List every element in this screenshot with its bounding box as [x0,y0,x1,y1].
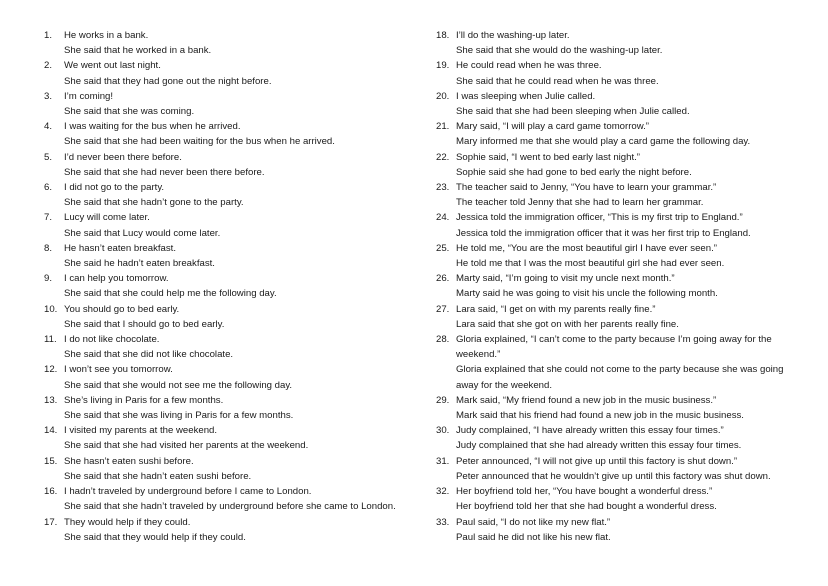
item-number: 2. [44,60,53,72]
item-number: 18. [436,30,450,41]
exercise-item [436,58,804,88]
exercise-item [44,241,414,271]
exercise-item [44,180,414,210]
item-number: 32. [436,486,450,498]
reported-speech: She said that she would do the washing-up later. [456,45,663,57]
exercise-item [436,484,804,514]
reported-speech: Mary informed me that she would play a card game the following day. [456,136,751,148]
direct-speech: I’d never been there before. [64,151,182,163]
exercise-item [436,393,804,423]
exercise-item [436,119,804,149]
reported-speech: Judy complained that she had already written this essay four times. [456,440,742,452]
exercise-item [436,332,804,393]
reported-speech: She said that she was coming. [64,106,195,118]
direct-speech: He could read when he was three. [456,60,602,72]
direct-speech: Her boyfriend told her, “You have bought a wonderful dress.” [456,486,713,498]
direct-speech: We went out last night. [64,60,161,72]
item-number: 19. [436,60,450,72]
reported-speech: She said that she had never been there before. [64,166,265,178]
exercise-item [436,28,804,58]
direct-speech: He hasn’t eaten breakfast. [64,242,176,254]
direct-speech: I was sleeping when Julie called. [456,90,596,102]
direct-speech: Sophie said, “I went to bed early last night.” [456,151,640,163]
exercise-item [436,150,804,180]
item-number: 26. [436,273,450,285]
reported-speech: She said that Lucy would come later. [64,227,221,239]
exercise-item [44,119,414,149]
item-number: 1. [44,30,53,41]
exercise-item [436,271,804,301]
item-number: 3. [44,90,53,102]
direct-speech: You should go to bed early. [64,303,180,315]
item-number: 27. [436,303,450,315]
item-number: 21. [436,121,450,133]
exercise-item [44,515,414,545]
exercise-item [44,28,414,58]
reported-speech: She said that she did not like chocolate. [64,349,234,361]
reported-speech: The teacher told Jenny that she had to learn her grammar. [456,197,704,209]
exercise-item [44,454,414,484]
item-number: 30. [436,425,450,437]
exercise-item [44,332,414,362]
reported-speech: She said that she had been waiting for the bus when he arrived. [64,136,335,148]
direct-speech: I did not go to the party. [64,182,165,194]
direct-speech: Paul said, “I do not like my new flat.” [456,516,611,528]
item-number: 10. [44,303,58,315]
reported-speech: Her boyfriend told her that she had bought a wonderful dress. [456,501,717,513]
left-column [44,28,414,545]
reported-speech: She said that I should go to bed early. [64,318,225,330]
reported-speech: She said he hadn’t eaten breakfast. [64,258,215,270]
direct-speech: Jessica told the immigration officer, “This is my first trip to England.” [456,212,743,224]
item-number: 11. [44,334,57,346]
exercise-item [44,484,414,514]
direct-speech: They would help if they could. [64,516,191,528]
reported-speech: Jessica told the immigration officer that it was her first trip to England. [456,227,751,239]
item-number: 8. [44,242,53,254]
direct-speech: I hadn’t traveled by underground before I came to London. [64,486,312,498]
direct-speech: I do not like chocolate. [64,334,160,346]
direct-speech: He told me, “You are the most beautiful girl I have ever seen.” [456,242,717,254]
item-number: 9. [44,273,53,285]
direct-speech: The teacher said to Jenny, “You have to learn your grammar.” [456,182,717,194]
item-number: 25. [436,242,450,254]
item-number: 16. [44,486,58,498]
reported-speech: Marty said he was going to visit his uncle the following month. [456,288,718,300]
reported-speech: She said that he could read when he was three. [456,75,659,87]
reported-speech: She said that he worked in a bank. [64,45,212,57]
reported-speech: She said that they had gone out the night before. [64,75,272,87]
direct-speech: She’s living in Paris for a few months. [64,394,224,406]
item-number: 31. [436,455,450,467]
direct-speech: She hasn’t eaten sushi before. [64,455,194,467]
direct-speech: Lucy will come later. [64,212,150,224]
direct-speech: I can help you tomorrow. [64,273,169,285]
exercise-item [436,454,804,484]
item-number: 17. [44,516,58,528]
direct-speech: He works in a bank. [64,30,149,41]
item-number: 20. [436,90,450,102]
item-number: 7. [44,212,53,224]
reported-speech: She said that she had been sleeping when Julie called. [456,106,690,118]
direct-speech: Gloria explained, “I can’t come to the party because I’m going away for the weekend.” [456,334,772,361]
direct-speech: Judy complained, “I have already written this essay four times.” [456,425,724,437]
exercise-item [436,423,804,453]
exercise-item [44,210,414,240]
item-number: 4. [44,121,53,133]
reported-speech: She said that she hadn’t traveled by underground before she came to London. [64,501,396,513]
exercise-item [44,89,414,119]
exercise-item [436,180,804,210]
exercise-item [436,89,804,119]
direct-speech: Lara said, “I get on with my parents really fine.” [456,303,656,315]
item-number: 23. [436,182,450,194]
reported-speech: Mark said that his friend had found a new job in the music business. [456,410,744,422]
item-number: 29. [436,394,450,406]
exercise-item [44,58,414,88]
direct-speech: I visited my parents at the weekend. [64,425,218,437]
reported-speech: Gloria explained that she could not come to the party because she was going away for the weekend. [456,364,784,391]
exercise-item [436,241,804,271]
direct-speech: Peter announced, “I will not give up until this factory is shut down.” [456,455,738,467]
direct-speech: Marty said, “I’m going to visit my uncle next month.” [456,273,675,285]
item-number: 15. [44,455,58,467]
exercise-item [436,210,804,240]
item-number: 24. [436,212,450,224]
reported-speech: She said that she hadn’t eaten sushi before. [64,470,252,482]
exercise-item [44,423,414,453]
exercise-item [436,515,804,545]
reported-speech: She said that she hadn’t gone to the party. [64,197,244,209]
exercise-item [44,393,414,423]
item-number: 5. [44,151,53,163]
direct-speech: I’m coming! [64,90,114,102]
reported-speech: Peter announced that he wouldn’t give up until this factory was shut down. [456,470,771,482]
item-number: 6. [44,182,53,194]
direct-speech: I won’t see you tomorrow. [64,364,173,376]
reported-speech: She said that she had visited her parents at the weekend. [64,440,309,452]
item-number: 12. [44,364,58,376]
reported-speech: Paul said he did not like his new flat. [456,531,611,543]
item-number: 28. [436,334,450,346]
exercise-item [44,150,414,180]
reported-speech: She said that they would help if they could. [64,531,246,543]
direct-speech: I’ll do the washing-up later. [456,30,570,41]
right-column [436,28,804,545]
exercise-item [44,302,414,332]
reported-speech: He told me that I was the most beautiful girl she had ever seen. [456,258,725,270]
exercise-item [44,271,414,301]
exercise-item [436,302,804,332]
reported-speech: She said that she would not see me the following day. [64,379,293,391]
direct-speech: I was waiting for the bus when he arrived. [64,121,241,133]
item-number: 13. [44,394,58,406]
item-number: 22. [436,151,450,163]
direct-speech: Mark said, “My friend found a new job in the music business.” [456,394,717,406]
item-number: 14. [44,425,58,437]
reported-speech: Sophie said she had gone to bed early the night before. [456,166,692,178]
reported-speech: She said that she was living in Paris for a few months. [64,410,294,422]
direct-speech: Mary said, “I will play a card game tomorrow.” [456,121,649,133]
reported-speech: Lara said that she got on with her parents really fine. [456,318,679,330]
exercise-item [44,362,414,392]
reported-speech: She said that she could help me the following day. [64,288,277,300]
item-number: 33. [436,516,450,528]
